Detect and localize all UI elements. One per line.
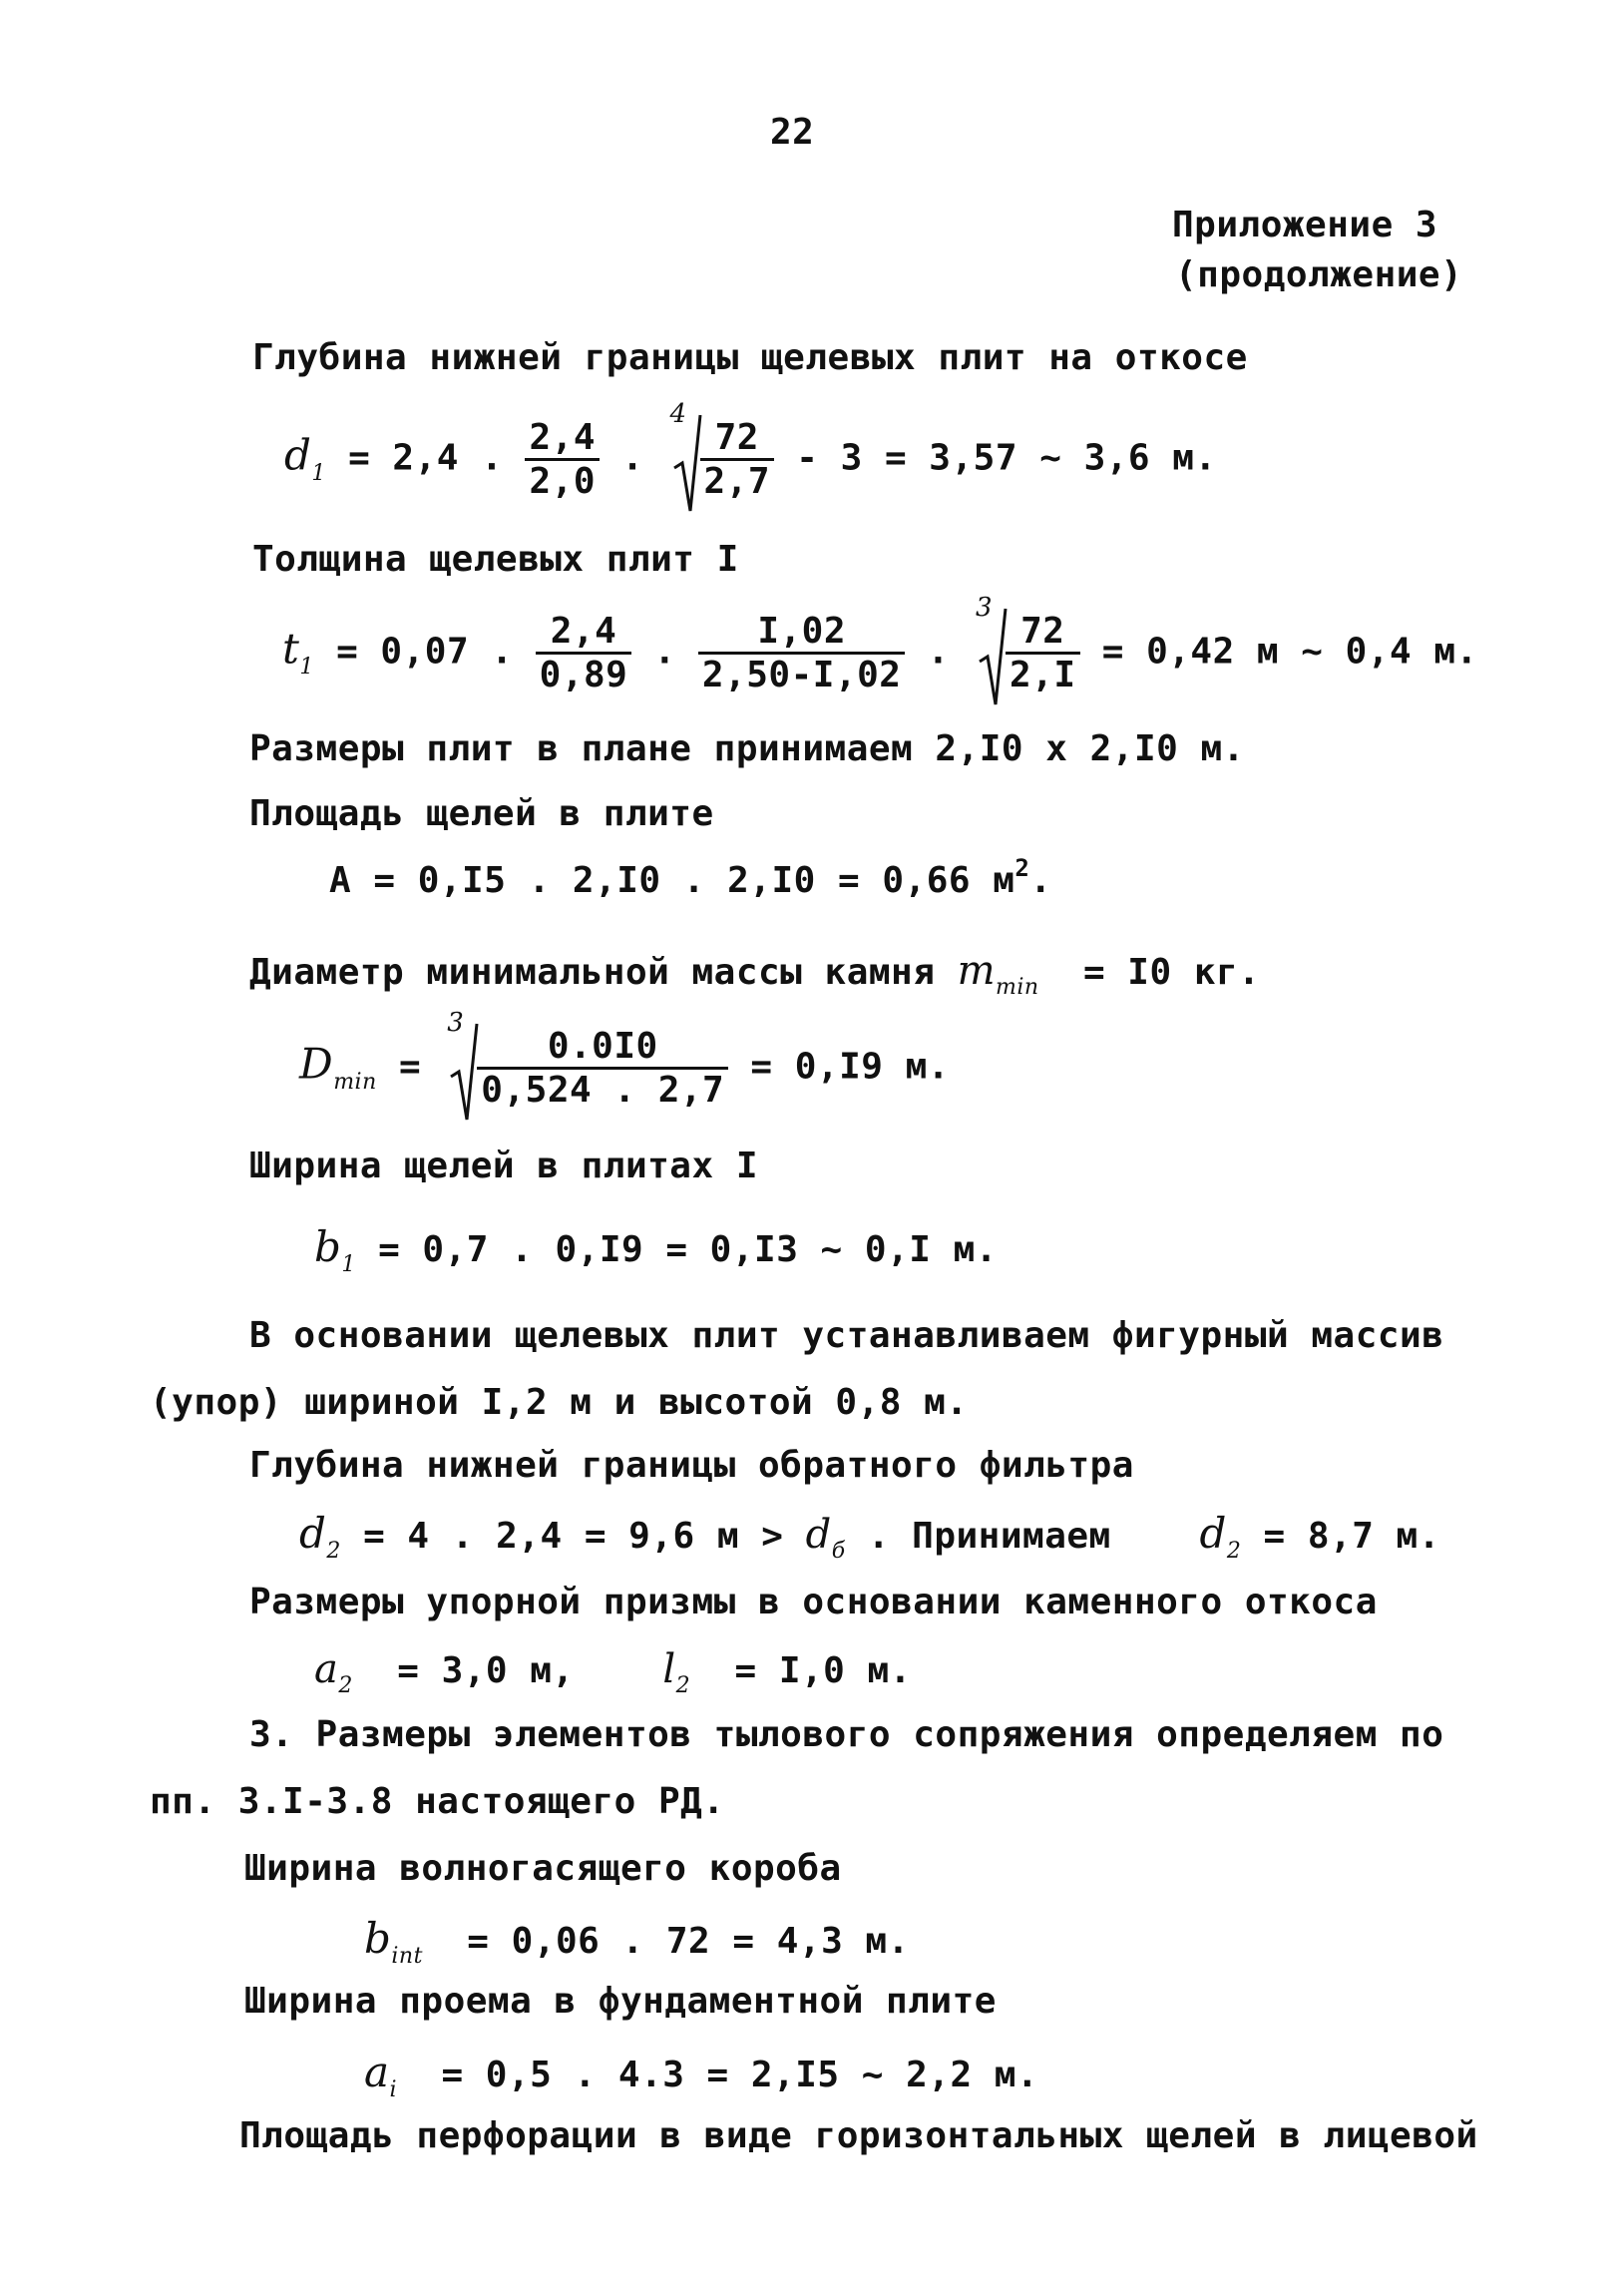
a2-subscript: 2 <box>338 1673 353 1698</box>
d1-symbol: d <box>284 430 312 480</box>
d1-fraction <box>525 417 600 502</box>
d2-accept: . Принимаем <box>867 1516 1111 1557</box>
d1-root-index: 4 <box>669 399 687 429</box>
formula-area <box>329 854 1052 901</box>
dmin-num: 0.0I0 <box>477 1026 728 1070</box>
bint-subscript: int <box>391 1944 423 1969</box>
t1-fraction-2 <box>698 611 906 695</box>
b1-symbol: b <box>314 1222 342 1271</box>
b1-expr: = 0,7 . 0,I9 = 0,I3 ~ 0,I м. <box>378 1229 998 1270</box>
formula-bint <box>364 1914 910 1969</box>
last-line: Площадь перфорации в виде горизонтальных щелей в лицевой <box>239 2115 1478 2156</box>
formula-dmin: $D_{min}$ = 3 $\frac{0.0I0}{0,524 . 2,7}$ = 0,I9 м. <box>299 1026 950 1111</box>
area-superscript: 2 <box>1014 854 1030 882</box>
a2-symbol: a <box>314 1646 339 1692</box>
dmin-den: 0,524 . 2,7 <box>481 1070 725 1111</box>
dmin-radical <box>447 1008 728 1111</box>
t1-root-num: 72 <box>1006 611 1080 655</box>
prism-heading: Размеры упорной призмы в основании каменного откоса <box>249 1582 1378 1622</box>
ai-expr: = 0,5 . 4.3 = 2,I5 ~ 2,2 м. <box>441 2055 1039 2095</box>
t1-symbol: t <box>282 624 300 674</box>
d1-root-num: 72 <box>700 417 775 461</box>
l2-value: = I,0 м. <box>734 1650 912 1691</box>
d2-subscript: 2 <box>326 1539 341 1564</box>
d2-cmp-subscript: б <box>831 1539 846 1564</box>
formula-d1: $d_1 = 2,4$ . $\frac{2,4}{2,0}$ . 4 $\frac{72}{2,7}$ - 3 = 3,57 ~ 3,6 м. <box>284 417 1217 502</box>
d1-fraction-den: 2,0 <box>529 461 597 502</box>
formula-b1 <box>314 1222 998 1277</box>
t1-root-index: 3 <box>976 593 994 623</box>
d1-rest: - 3 = 3,57 <box>796 437 1018 479</box>
t1-f1-num: 2,4 <box>536 611 632 655</box>
d1-fraction-num: 2,4 <box>525 417 600 461</box>
filter-heading: Глубина нижней границы обратного фильтра <box>249 1445 1134 1486</box>
d2-subscript-2: 2 <box>1226 1539 1242 1564</box>
formula-d2 <box>299 1509 1440 1564</box>
d1-root-fraction <box>700 417 775 502</box>
l2-symbol: l <box>662 1646 676 1692</box>
t1-f2-den: 2,50-I,02 <box>701 655 902 695</box>
t1-f2-num: I,02 <box>698 611 906 655</box>
a2-value: = 3,0 м, <box>397 1650 575 1691</box>
dmin-result: = 0,I9 м. <box>750 1046 950 1088</box>
bint-expr: = 0,06 . 72 = 4,3 м. <box>467 1921 910 1962</box>
diameter-heading: Диаметр минимальной массы камня <box>249 952 936 993</box>
box-width-heading: Ширина волногасящего короба <box>244 1848 842 1889</box>
slot-area-heading: Площадь щелей в плите <box>249 793 714 834</box>
ai-subscript: i <box>389 2077 398 2102</box>
d2-value: = 8,7 м. <box>1263 1516 1440 1557</box>
formula-ai <box>364 2048 1039 2102</box>
t1-root-fraction <box>1006 611 1080 695</box>
t1-root-den: 2,I <box>1010 655 1076 695</box>
t1-coef: = 0,07 <box>336 631 470 673</box>
dmin-symbol: D <box>299 1039 334 1089</box>
dmin-root-index: 3 <box>447 1008 465 1038</box>
d1-subscript: 1 <box>311 460 326 486</box>
opening-heading: Ширина проема в фундаментной плите <box>244 1981 997 2022</box>
t1-f1-den: 0,89 <box>539 655 628 695</box>
d2-cmp-symbol: d <box>805 1512 832 1558</box>
b1-subscript: 1 <box>341 1252 356 1277</box>
d2-symbol: d <box>299 1509 327 1558</box>
thickness-heading: Толщина щелевых плит I <box>252 539 739 580</box>
d1-coef: 2,4 <box>392 437 459 479</box>
mmin-symbol: m <box>957 948 997 994</box>
para1-line2: (упор) шириной I,2 м и высотой 0,8 м. <box>150 1382 969 1423</box>
formula-t1: $t_1 = 0,07$ . $\frac{2,4}{0,89}$ . $\frac{I,02}{2,50-I,02}$ . 3 $\frac{72}{2,I}$ = 0,42 м ~ 0,4 м. <box>282 611 1478 695</box>
appendix-continuation: (продолжение) <box>1175 254 1463 295</box>
plate-size: Размеры плит в плане принимаем 2,I0 х 2,I0 м. <box>249 728 1245 769</box>
t1-result: = 0,42 м ~ 0,4 м. <box>1101 631 1478 673</box>
formula-a2-l2 <box>314 1646 912 1698</box>
t1-subscript: 1 <box>299 654 314 680</box>
appendix-title: Приложение 3 <box>1172 205 1438 245</box>
area-end: . <box>1029 860 1052 901</box>
mmin-value: = I0 кг. <box>1082 952 1261 993</box>
t1-fraction-1 <box>536 611 632 695</box>
ai-symbol: a <box>364 2048 390 2096</box>
d1-result: 3,6 м. <box>1083 437 1217 479</box>
para1-line1: В основании щелевых плит устанавливаем фигурный массив <box>249 1315 1444 1356</box>
l2-subscript: 2 <box>675 1673 691 1698</box>
area-expr: A = 0,I5 . 2,I0 . 2,I0 = 0,66 м <box>329 860 1015 901</box>
d1-root-den: 2,7 <box>703 461 771 502</box>
slot-width-heading: Ширина щелей в плитах I <box>249 1146 758 1186</box>
d2-symbol-2: d <box>1199 1509 1227 1558</box>
d1-approx: ~ <box>1039 437 1062 479</box>
d1-radical <box>669 399 775 502</box>
para3-line1: 3. Размеры элементов тылового сопряжения определяем по <box>249 1714 1444 1755</box>
t1-radical <box>976 593 1080 695</box>
page-number: 22 <box>770 112 815 153</box>
d2-expr: = 4 . 2,4 = 9,6 м > <box>363 1516 784 1557</box>
mmin-subscript: min <box>996 975 1039 1000</box>
depth-lower-heading: Глубина нижней границы щелевых плит на откосе <box>252 337 1248 378</box>
para3-line2: пп. 3.I-3.8 настоящего РД. <box>150 1781 725 1822</box>
dmin-subscript: min <box>333 1069 377 1095</box>
diameter-line <box>249 948 1261 1000</box>
dmin-root-fraction <box>477 1026 728 1111</box>
bint-symbol: b <box>364 1914 392 1963</box>
